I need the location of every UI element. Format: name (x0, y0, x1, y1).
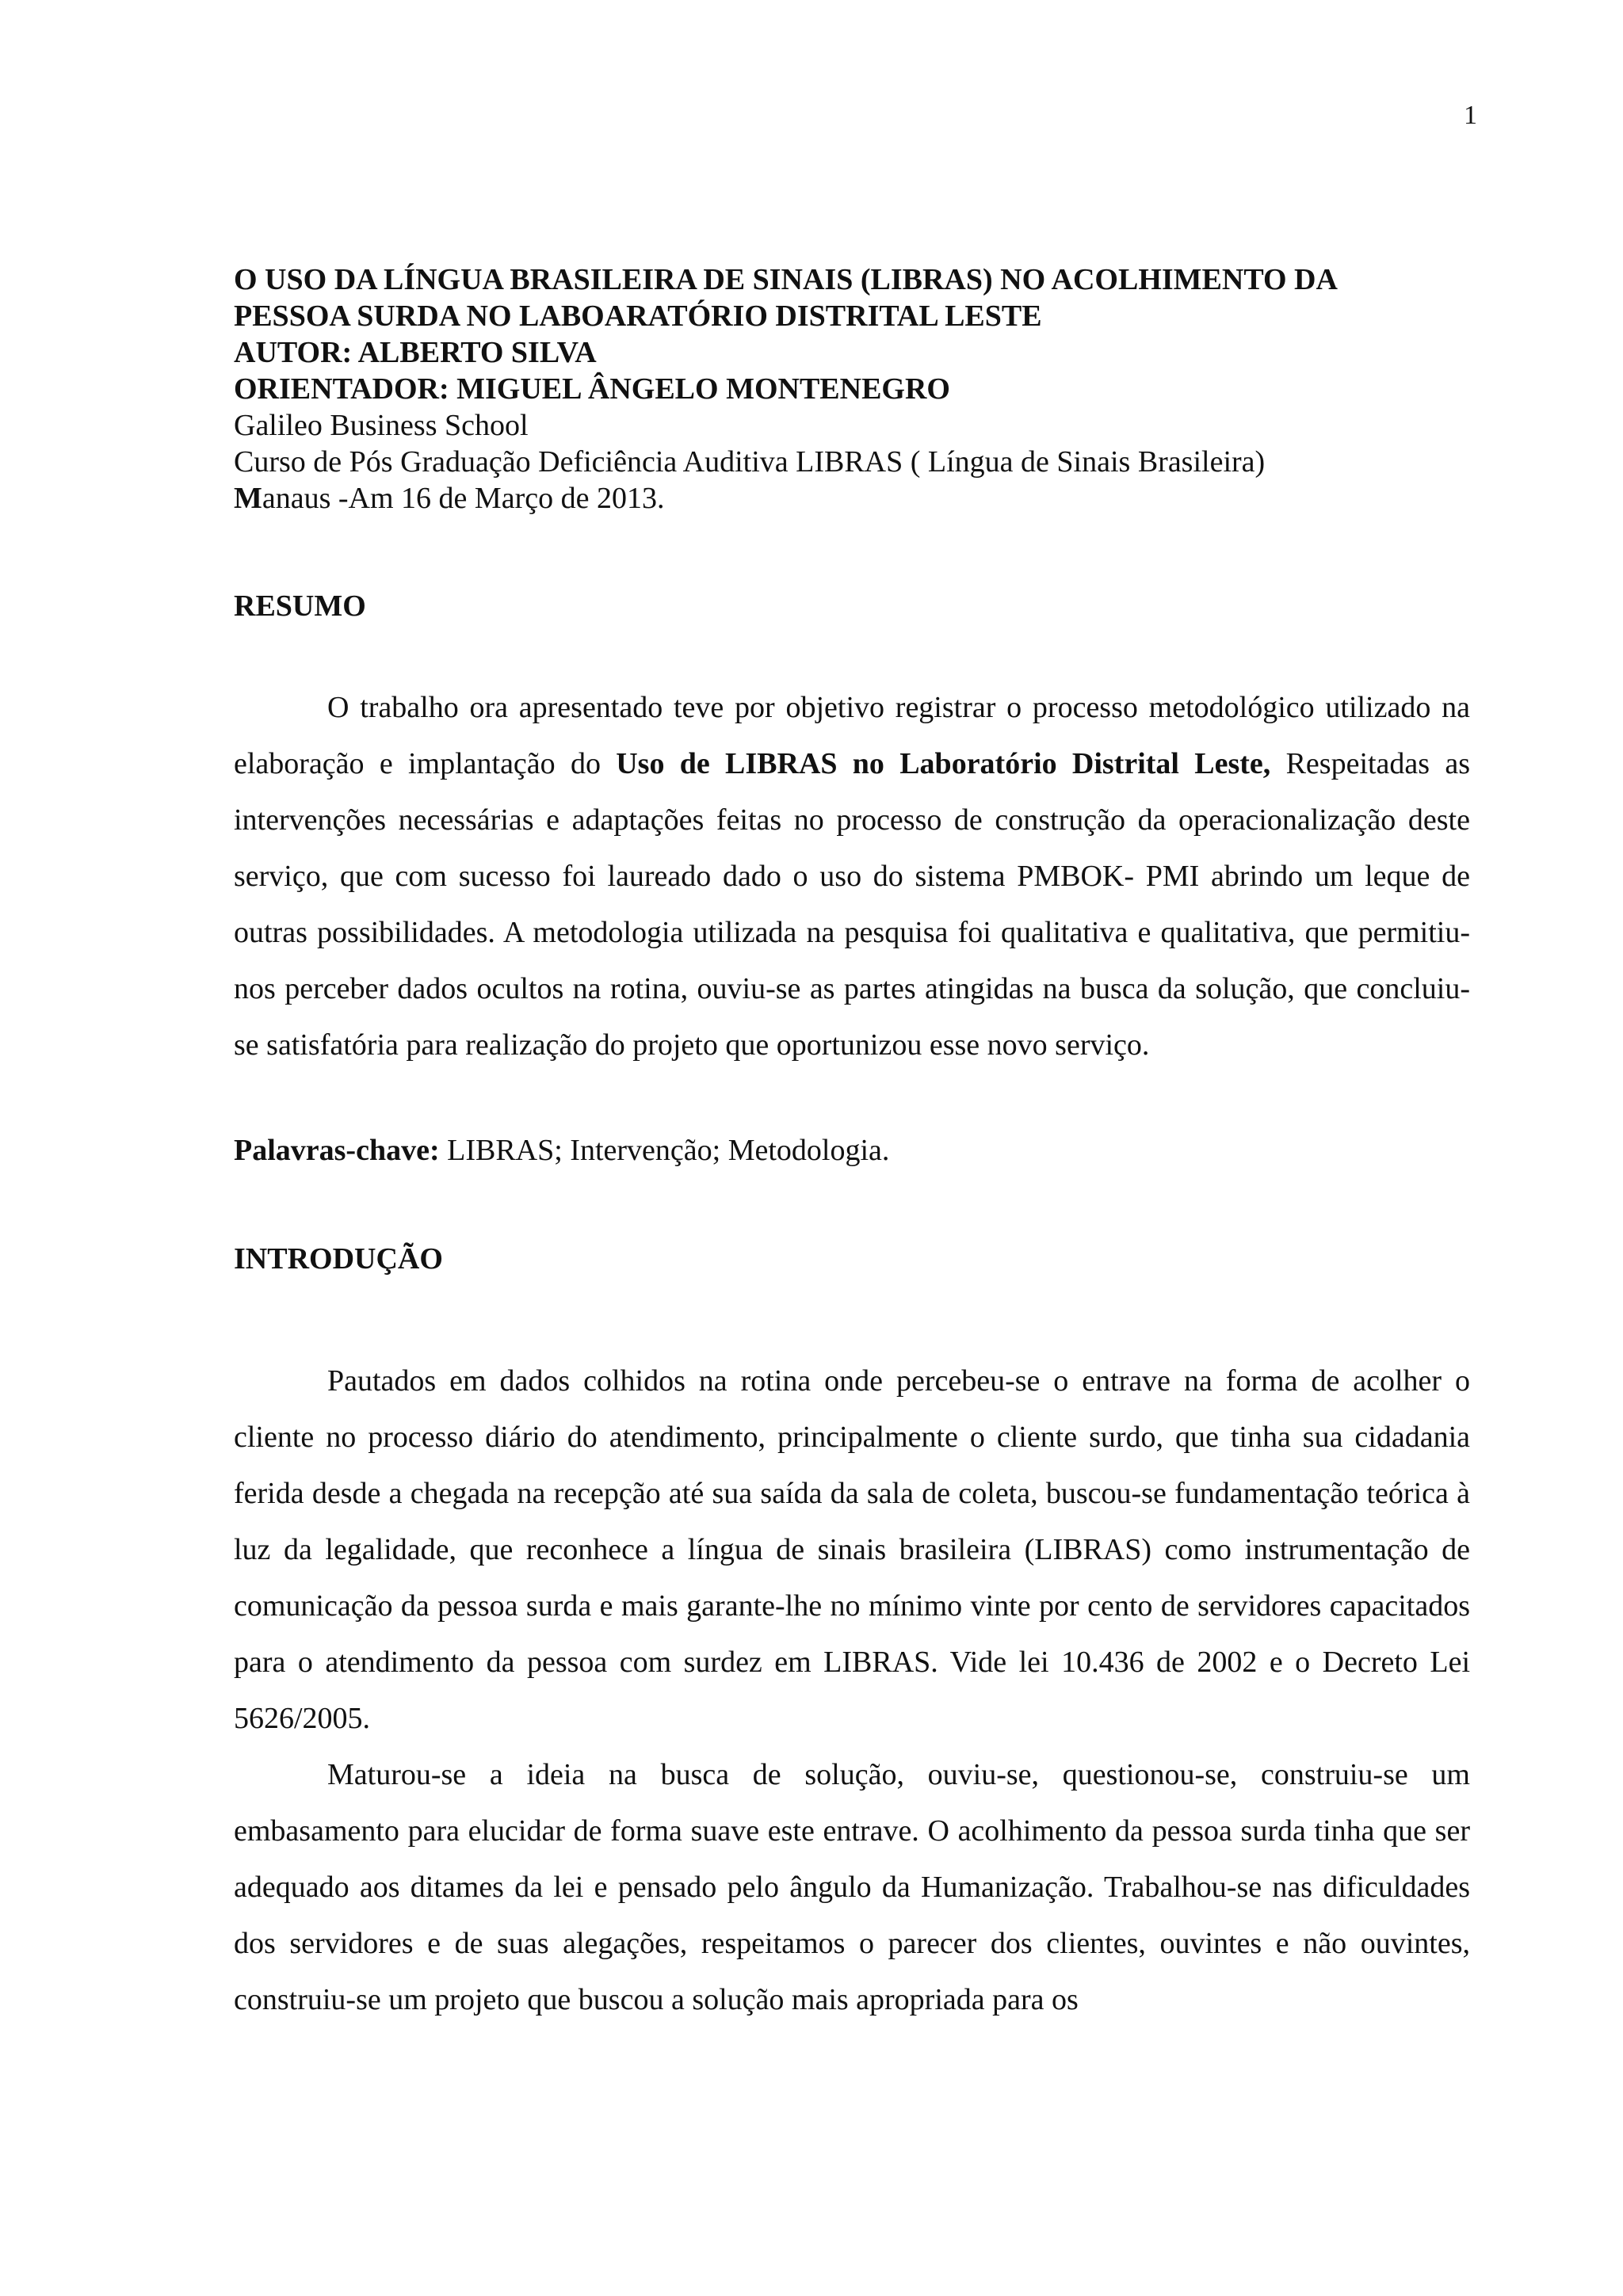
abstract-text-end: Respeitadas as intervenções necessárias e adaptações feitas no processo de construção da operacionalização deste serviço, que com sucesso foi laureado dado o uso do sistema PMBOK- PMI abrindo um leque de outras possibilidades. A metodologia utilizada na pesquisa foi qualitativa e qualitativa, que permitiu-nos perceber dados ocultos na rotina, ouviu-se as partes atingidas na busca da solução, que concluiu-se satisfatória para realização do projeto que oportunizou esse novo serviço. (234, 747, 1471, 1062)
location-date-line (234, 480, 1470, 517)
introduction-paragraph-2: Maturou-se a ideia na busca de solução, ouviu-se, questionou-se, construiu-se um embasamento para elucidar de forma suave este entrave. O acolhimento da pessoa surda tinha que ser adequado aos ditames da lei e pensado pelo ângulo da Humanização. Trabalhou-se nas dificuldades dos servidores e de suas alegações, respeitamos o parecer dos clientes, ouvintes e não ouvintes, construiu-se um projeto que buscou a solução mais apropriada para os (234, 1758, 1470, 2016)
abstract-text-start: O trabalho ora apresentado teve por objetivo registrar o processo metodológico utilizado na elaboração e implantação do (234, 691, 1470, 780)
title-line-1: O USO DA LÍNGUA BRASILEIRA DE SINAIS (LIBRAS) NO ACOLHIMENTO DA (234, 263, 1338, 296)
institution-line: Galileo Business School (234, 409, 529, 442)
keywords-label: Palavras-chave: (234, 1134, 440, 1167)
introduction-paragraph-1: Pautados em dados colhidos na rotina onde percebeu-se o entrave na forma de acolher o cliente no processo diário do atendimento, principalmente o cliente surdo, que tinha sua cidadania ferida desde a chegada na recepção até sua saída da sala de coleta, buscou-se fundamentação teórica à luz da legalidade, que reconhece a língua de sinais brasileira (LIBRAS) como instrumentação de comunicação da pessoa surda e mais garante-lhe no mínimo vinte por cento de servidores capacitados para o atendimento da pessoa com surdez em LIBRAS. Vide lei 10.436 de 2002 e o Decreto Lei 5626/2005. (234, 1364, 1470, 1735)
keywords-line (234, 1132, 1470, 1169)
page-number: 1 (1464, 101, 1477, 130)
course-line: Curso de Pós Graduação Deficiência Auditiva LIBRAS ( Língua de Sinais Brasileira) (234, 445, 1266, 479)
introduction-heading: INTRODUÇÃO (234, 1242, 443, 1276)
abstract-bold-phrase: Uso de LIBRAS no Laboratório Distrital Leste, (616, 747, 1271, 780)
keywords-values: LIBRAS; Intervenção; Metodologia. (439, 1134, 890, 1167)
author-line: AUTOR: ALBERTO SILVA (234, 336, 597, 369)
location-rest: anaus -Am 16 de Março de 2013. (262, 482, 665, 515)
title-block (234, 261, 1470, 517)
document-body (234, 261, 1470, 2028)
title-line-2: PESSOA SURDA NO LABOARATÓRIO DISTRITAL LESTE (234, 299, 1042, 333)
abstract-heading: RESUMO (234, 589, 366, 623)
location-initial: M (234, 482, 262, 515)
advisor-line: ORIENTADOR: MIGUEL ÂNGELO MONTENEGRO (234, 372, 950, 406)
abstract-paragraph (234, 680, 1470, 1074)
